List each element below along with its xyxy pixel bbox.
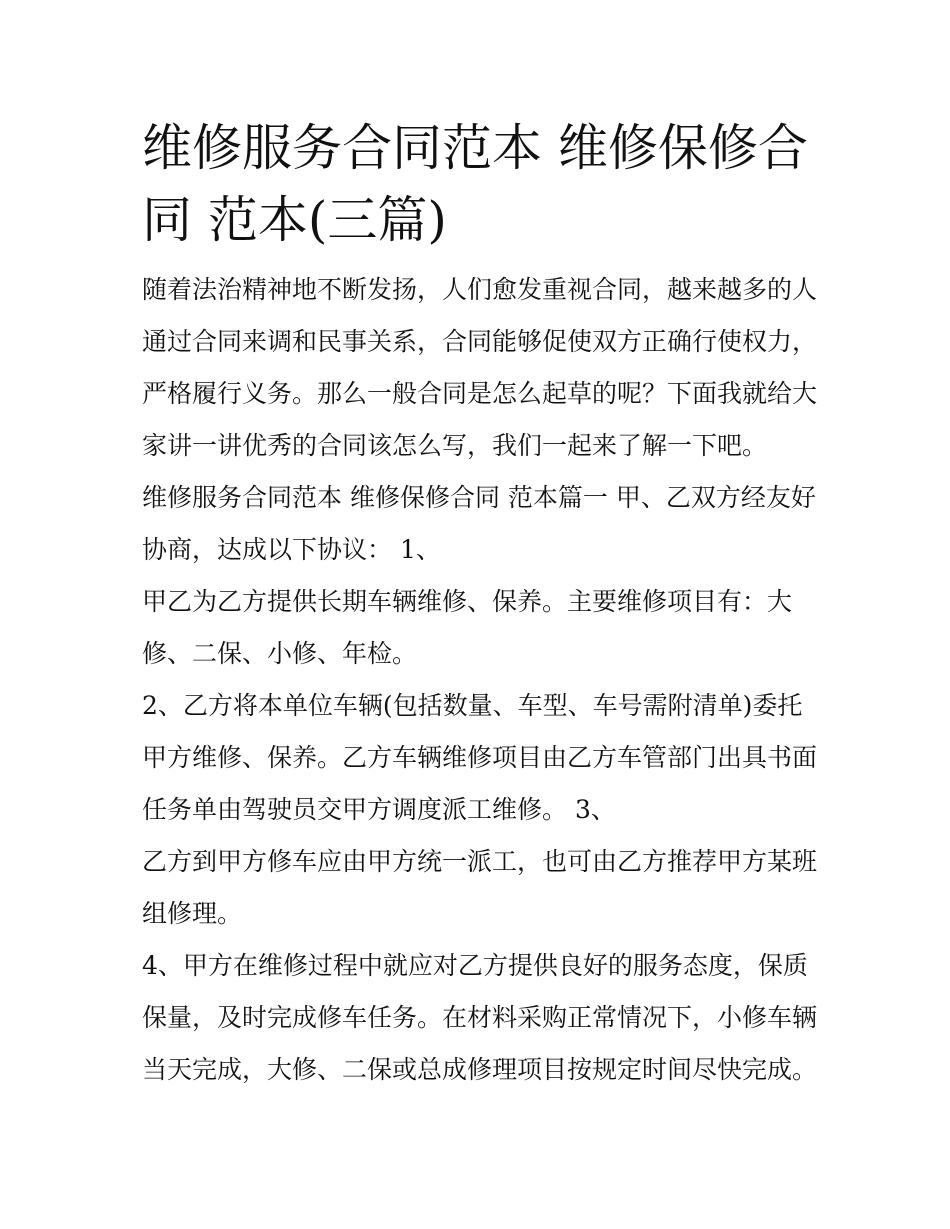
clause-3-paragraph [142, 836, 822, 940]
document-body [142, 112, 822, 1096]
clause-2-paragraph [142, 680, 822, 836]
text-line: 乙方到甲方修车应由甲方统一派工，也可由乙方推荐甲方某班 [142, 847, 818, 876]
text-line: 保量，及时完成修车任务。在材料采购正常情况下，小修车辆 [142, 1003, 818, 1032]
text-line: 组修理。 [142, 899, 243, 928]
text-line: 家讲一讲优秀的合同该怎么写，我们一起来了解一下吧。 [142, 431, 768, 460]
document-title [142, 112, 822, 256]
text-line: 当天完成，大修、二保或总成修理项目按规定时间尽快完成。 [142, 1055, 818, 1084]
text-line: 4、甲方在维修过程中就应对乙方提供良好的服务态度，保质 [142, 951, 808, 980]
text-line: 2、乙方将本单位车辆(包括数量、车型、车号需附清单)委托 [142, 691, 803, 720]
text-line: 随着法治精神地不断发扬，人们愈发重视合同，越来越多的人 [142, 275, 818, 304]
text-line: 甲方维修、保养。乙方车辆维修项目由乙方车管部门出具书面 [142, 743, 818, 772]
title-line: 维修服务合同范本 维修保修合 [142, 119, 808, 177]
text-line: 维修服务合同范本 维修保修合同 范本篇一 甲、乙双方经友好 [142, 483, 816, 512]
title-line: 同 范本(三篇) [142, 191, 447, 249]
text-line: 任务单由驾驶员交甲方调度派工维修。 3、 [142, 795, 616, 824]
contract-preamble-paragraph [142, 472, 822, 576]
clause-4-paragraph [142, 940, 822, 1096]
text-line: 通过合同来调和民事关系，合同能够促使双方正确行使权力， [142, 327, 818, 356]
text-line: 甲乙为乙方提供长期车辆维修、保养。主要维修项目有：大 [142, 587, 793, 616]
text-line: 协商，达成以下协议： 1、 [142, 535, 441, 564]
intro-paragraph [142, 264, 822, 472]
text-line: 修、二保、小修、年检。 [142, 639, 418, 668]
clause-1-paragraph [142, 576, 822, 680]
text-line: 严格履行义务。那么一般合同是怎么起草的呢？下面我就给大 [142, 379, 818, 408]
